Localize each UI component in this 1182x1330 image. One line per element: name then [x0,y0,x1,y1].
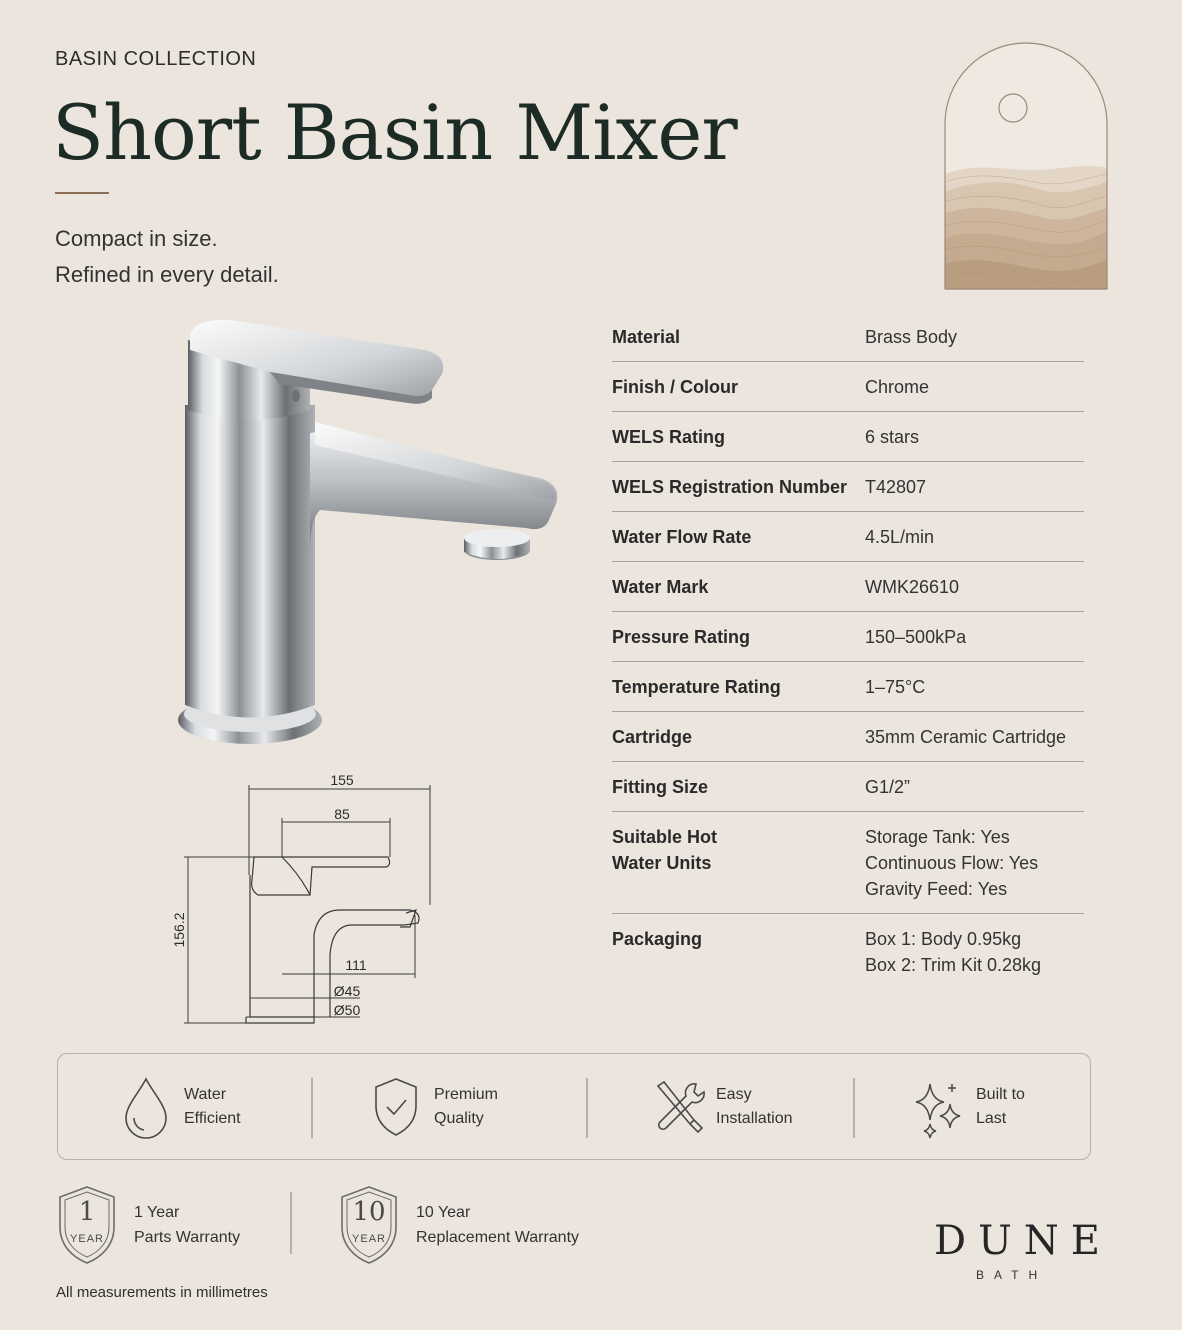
warranty-replacement [338,1185,579,1265]
spec-value: 6 stars [865,427,920,447]
spec-row [612,712,1084,762]
spec-row [612,914,1084,989]
spec-row [612,812,1084,914]
dim-height: 156.2 [171,912,187,948]
warranty-badge [56,1185,118,1265]
feature-water-efficient [118,1054,241,1159]
spec-label: Packaging [612,929,703,949]
spec-label: Pressure Rating [612,627,751,647]
spec-value: Box 1: Body 0.95kg Box 2: Trim Kit 0.28kg [865,929,1042,975]
warranty-parts [56,1185,240,1265]
divider [853,1078,855,1138]
dim-dia-inner: Ø45 [333,983,361,999]
spec-row [612,762,1084,812]
warranty-label: Replacement Warranty [416,1229,580,1246]
warranty-label: Parts Warranty [134,1229,241,1246]
feature-label: Built to [976,1085,1025,1103]
divider [586,1078,588,1138]
spec-value: Brass Body [865,327,958,347]
spec-label: Water Flow Rate [612,527,752,547]
spec-label: Suitable Hot Water Units [612,827,718,873]
spec-table [612,312,1084,989]
spec-label: Material [612,327,681,347]
spec-label: Temperature Rating [612,677,781,697]
warranty-number: 1 [78,1197,96,1227]
water-drop-icon [118,1074,174,1140]
tagline-line-2: Refined in every detail. [55,262,279,287]
page-title: Short Basin Mixer [52,88,737,177]
feature-label: Installation [716,1109,793,1127]
spec-row [612,312,1084,362]
dim-width-total: 155 [330,772,354,788]
spec-value: 150–500kPa [865,627,967,647]
brand-logo: DUNE [934,1218,1112,1264]
feature-label: Water [184,1085,227,1103]
spec-label: Water Mark [612,577,709,597]
spec-row [612,662,1084,712]
tools-icon [650,1074,706,1140]
spec-label: WELS Registration Number [612,477,848,497]
spec-row [612,412,1084,462]
spec-value: Chrome [865,377,930,397]
feature-label: Efficient [184,1109,241,1127]
warranty-unit: YEAR [70,1233,104,1245]
spec-value: G1/2” [865,777,911,797]
spec-value: 4.5L/min [865,527,935,547]
feature-label: Easy [716,1085,752,1103]
feature-label: Premium [434,1085,499,1103]
spec-row [612,562,1084,612]
measurement-footnote: All measurements in millimetres [56,1284,268,1301]
features-band [57,1053,1091,1160]
spec-value: 1–75°C [865,677,926,697]
divider [311,1078,313,1138]
spec-row [612,512,1084,562]
feature-label: Last [976,1109,1007,1127]
spec-label: Fitting Size [612,777,708,797]
spec-label: Finish / Colour [612,377,738,397]
feature-built-to-last [910,1054,1025,1159]
spec-value: T42807 [865,477,927,497]
spec-label: Cartridge [612,727,693,747]
dim-handle: 85 [334,806,350,822]
warranty-number: 10 [352,1197,386,1227]
dim-dia-outer: Ø50 [333,1002,361,1018]
spec-value: Storage Tank: Yes Continuous Flow: Yes Gravity Feed: Yes [865,827,1039,899]
brand-sub: BATH [976,1268,1048,1282]
dune-landscape-art [944,42,1108,290]
warranty-label: 1 Year [134,1204,180,1221]
spec-value: WMK26610 [865,577,960,597]
warranty-label: 10 Year [416,1204,471,1221]
spec-label: WELS Rating [612,427,725,447]
product-image [170,310,570,755]
spec-row [612,612,1084,662]
tagline-line-1: Compact in size. [55,226,218,251]
spec-row [612,362,1084,412]
spec-row [612,462,1084,512]
collection-label: BASIN COLLECTION [55,48,257,70]
spec-value: 35mm Ceramic Cartridge [865,727,1067,747]
title-underline [55,192,109,194]
feature-premium-quality [368,1054,498,1159]
shield-check-icon [368,1074,424,1140]
dimension-drawing [160,765,450,1035]
sparkle-icon [910,1074,966,1140]
dim-spout: 111 [345,957,367,973]
feature-easy-installation [650,1054,793,1159]
warranty-badge [338,1185,400,1265]
warranty-unit: YEAR [352,1233,386,1245]
divider [290,1192,292,1254]
feature-label: Quality [434,1109,484,1127]
